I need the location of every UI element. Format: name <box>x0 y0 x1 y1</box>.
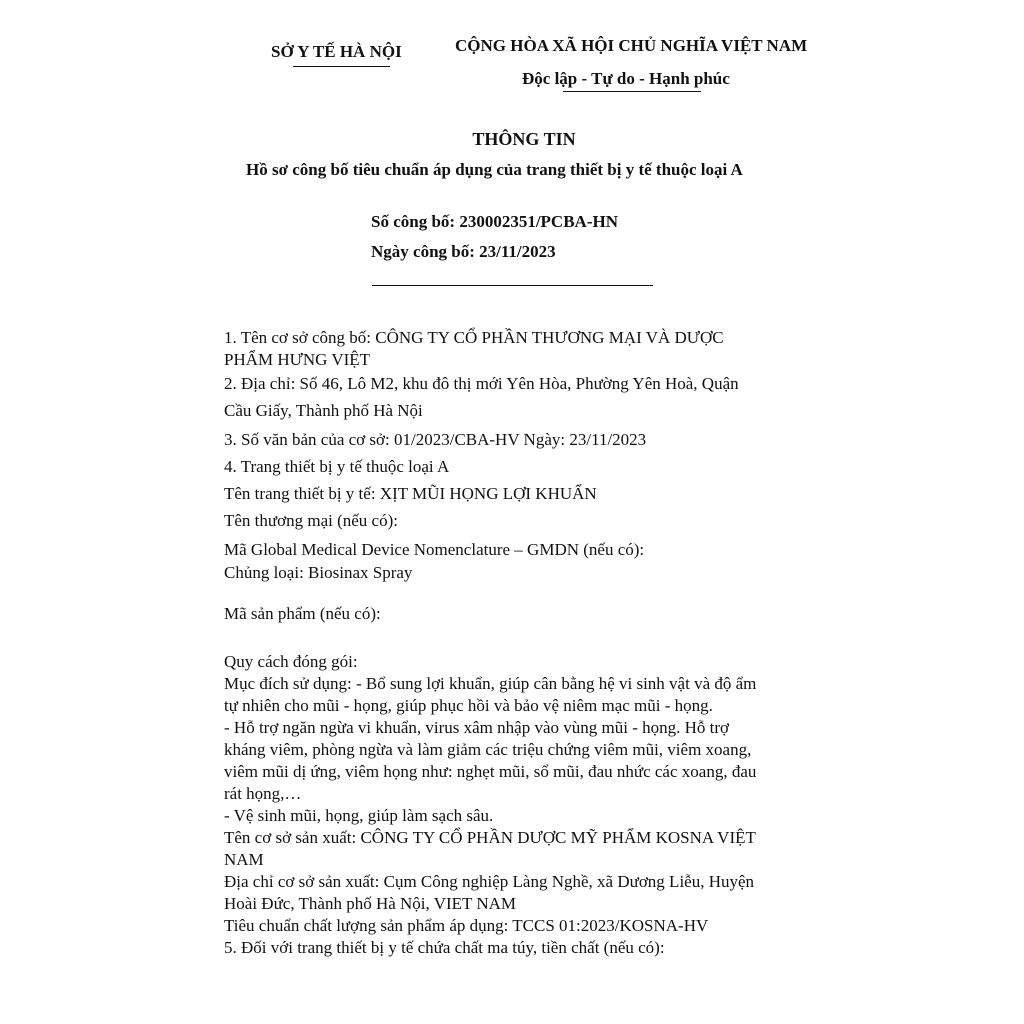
device-class: 4. Trang thiết bị y tế thuộc loại A <box>224 457 450 476</box>
entity-name-line-2: PHẨM HƯNG VIỆT <box>224 350 371 369</box>
document-title: THÔNG TIN <box>472 129 576 149</box>
purpose-line-7: - Vệ sinh mũi, họng, giúp làm sạch sâu. <box>224 806 494 825</box>
packaging-spec: Quy cách đóng gói: <box>224 652 358 671</box>
document-subtitle: Hồ sơ công bố tiêu chuẩn áp dụng của trang thiết bị y tế thuộc loại A <box>246 160 743 179</box>
purpose-line-5: viêm mũi dị ứng, viêm họng như: nghẹt mũi, sổ mũi, đau nhức các xoang, đau <box>224 762 757 781</box>
manufacturer-address-line-2: Hoài Đức, Thành phố Hà Nội, VIET NAM <box>224 894 517 913</box>
separator-rule <box>372 285 653 286</box>
purpose-line-6: rát họng,… <box>224 784 302 803</box>
manufacturer-address-line-1: Địa chỉ cơ sở sản xuất: Cụm Công nghiệp Làng Nghề, xã Dương Liễu, Huyện <box>224 872 755 891</box>
product-code: Mã sản phẩm (nếu có): <box>224 604 381 623</box>
entity-name-line-1: 1. Tên cơ sở công bố: CÔNG TY CỔ PHẦN THƯƠNG MẠI VÀ DƯỢC <box>224 328 724 347</box>
narcotics-section: 5. Đối với trang thiết bị y tế chứa chất ma túy, tiền chất (nếu có): <box>224 938 665 957</box>
quality-standard: Tiêu chuẩn chất lượng sản phẩm áp dụng: TCCS 01:2023/KOSNA-HV <box>224 916 709 935</box>
entity-address-line-2: Cầu Giấy, Thành phố Hà Nội <box>224 401 423 420</box>
national-motto: Độc lập - Tự do - Hạnh phúc <box>522 69 730 88</box>
purpose-line-3: - Hỗ trợ ngăn ngừa vi khuẩn, virus xâm nhập vào vùng mũi - họng. Hỗ trợ <box>224 718 730 737</box>
gmdn-code: Mã Global Medical Device Nomenclature – GMDN (nếu có): <box>224 540 645 559</box>
manufacturer-line-1: Tên cơ sở sản xuất: CÔNG TY CỔ PHẦN DƯỢC MỸ PHẨM KOSNA VIỆT <box>224 828 756 847</box>
agency-underline <box>293 66 390 67</box>
motto-underline <box>563 91 701 92</box>
device-model: Chủng loại: Biosinax Spray <box>224 563 413 582</box>
device-name: Tên trang thiết bị y tế: XỊT MŨI HỌNG LỢI KHUẨN <box>224 484 597 503</box>
purpose-line-1: Mục đích sử dụng: - Bổ sung lợi khuẩn, giúp cân bằng hệ vi sinh vật và độ ẩm <box>224 674 757 693</box>
purpose-line-4: kháng viêm, phòng ngừa và làm giảm các triệu chứng viêm mũi, viêm xoang, <box>224 740 752 759</box>
nation-name: CỘNG HÒA XÃ HỘI CHỦ NGHĨA VIỆT NAM <box>455 36 808 55</box>
agency-name: SỞ Y TẾ HÀ NỘI <box>271 42 402 61</box>
document-body <box>224 327 834 959</box>
entity-address-line-1: 2. Địa chỉ: Số 46, Lô M2, khu đô thị mới Yên Hòa, Phường Yên Hoà, Quận <box>224 374 739 393</box>
announcement-number: Số công bố: 230002351/PCBA-HN <box>371 212 618 231</box>
trade-name: Tên thương mại (nếu có): <box>224 511 398 530</box>
purpose-line-2: tự nhiên cho mũi - họng, giúp phục hồi và bảo vệ niêm mạc mũi - họng. <box>224 696 713 715</box>
announcement-date: Ngày công bố: 23/11/2023 <box>371 242 556 261</box>
document-number: 3. Số văn bản của cơ sở: 01/2023/CBA-HV Ngày: 23/11/2023 <box>224 430 647 449</box>
manufacturer-line-2: NAM <box>224 850 264 869</box>
